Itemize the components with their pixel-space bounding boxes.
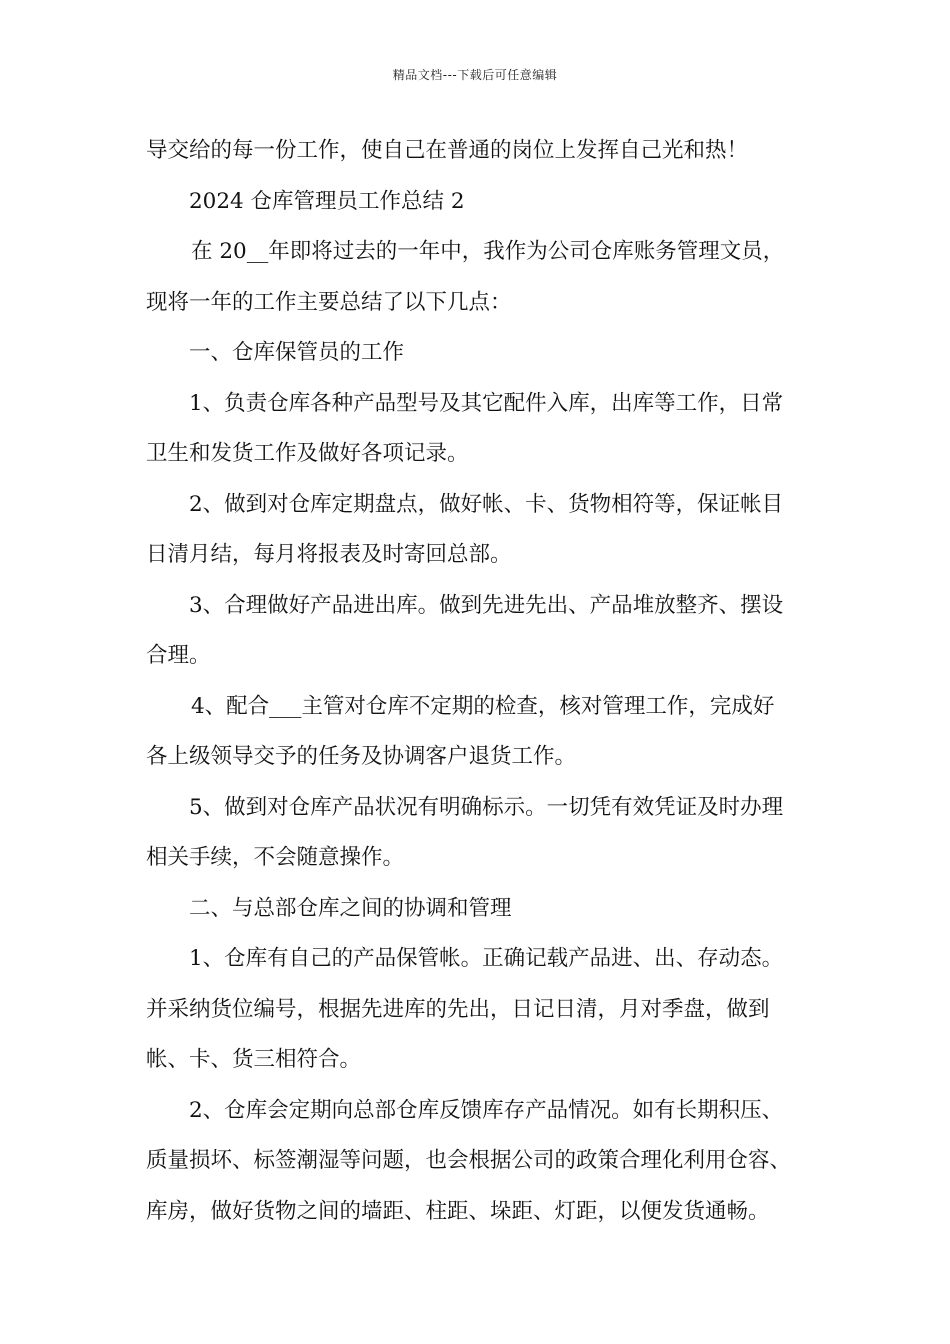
- page-header: 精品文档---下载后可任意编辑: [392, 68, 558, 82]
- paragraph-line: 3、合理做好产品进出库。做到先进先出、产品堆放整齐、摆设: [189, 592, 784, 618]
- section-heading: 一、仓库保管员的工作: [189, 340, 405, 365]
- section-heading: 二、与总部仓库之间的协调和管理: [189, 895, 512, 921]
- section-title: 2024 仓库管理员工作总结 2: [189, 188, 465, 214]
- paragraph-line: 各上级领导交予的任务及协调客户退货工作。: [146, 744, 577, 769]
- paragraph-line: 卫生和发货工作及做好各项记录。: [146, 441, 469, 466]
- paragraph-line: 帐、卡、货三相符合。: [146, 1047, 362, 1072]
- paragraph-line: 日清月结，每月将报表及时寄回总部。: [146, 542, 512, 567]
- paragraph-line: 2、仓库会定期向总部仓库反馈库存产品情况。如有长期积压、: [189, 1097, 784, 1123]
- paragraph-line: 1、仓库有自己的产品保管帐。正确记载产品进、出、存动态。: [189, 946, 784, 971]
- paragraph-line: 1、负责仓库各种产品型号及其它配件入库，出库等工作，日常: [189, 390, 784, 416]
- paragraph-line: 并采纳货位编号，根据先进库的先出，日记日清，月对季盘，做到: [146, 996, 770, 1022]
- paragraph-line: 质量损坏、标签潮湿等问题，也会根据公司的政策合理化利用仓容、: [146, 1148, 792, 1173]
- paragraph-line: 5、做到对仓库产品状况有明确标示。一切凭有效凭证及时办理: [189, 794, 784, 820]
- paragraph-line: 在 20__年即将过去的一年中，我作为公司仓库账务管理文员，: [191, 239, 785, 264]
- document-body: [146, 126, 826, 1237]
- paragraph-line: 导交给的每一份工作，使自己在普通的岗位上发挥自己光和热！: [146, 138, 749, 163]
- paragraph-line: 合理。: [146, 643, 211, 668]
- paragraph-line: 相关手续，不会随意操作。: [146, 845, 405, 870]
- paragraph-line: 4、配合___主管对仓库不定期的检查，核对管理工作，完成好: [191, 693, 775, 719]
- paragraph-line: 库房，做好货物之间的墙距、柱距、垛距、灯距，以便发货通畅。: [146, 1198, 770, 1224]
- paragraph-line: 2、做到对仓库定期盘点，做好帐、卡、货物相符等，保证帐目: [189, 491, 784, 517]
- paragraph-line: 现将一年的工作主要总结了以下几点：: [146, 289, 512, 315]
